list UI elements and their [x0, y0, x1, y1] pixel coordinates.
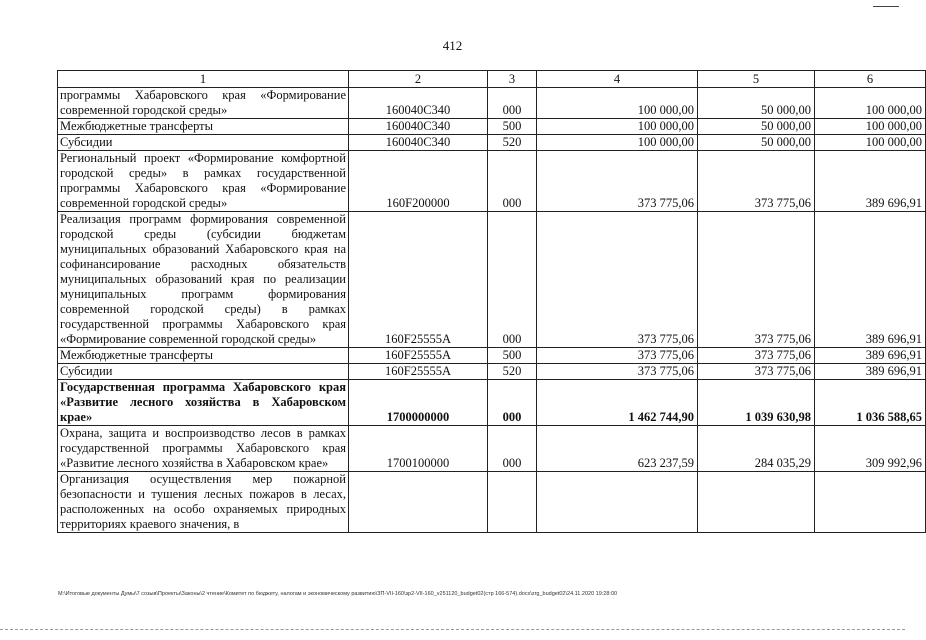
target-code-cell: 1700100000	[349, 426, 488, 472]
amount-2022-cell: 50 000,00	[698, 88, 815, 119]
amount-2023-cell: 1 036 588,65	[815, 380, 926, 426]
table-row	[58, 426, 926, 472]
amount-2023-cell: 389 696,91	[815, 151, 926, 212]
expense-type-cell: 000	[488, 88, 537, 119]
amount-2023-cell: 100 000,00	[815, 135, 926, 151]
table-row	[58, 380, 926, 426]
amount-2021-cell: 100 000,00	[537, 135, 698, 151]
table-row	[58, 348, 926, 364]
expense-type-cell: 520	[488, 135, 537, 151]
row-name-cell: Государственная программа Хабаровского края «Развитие лесного хозяйства в Хабаровском крае»	[58, 380, 349, 426]
amount-2022-cell: 50 000,00	[698, 119, 815, 135]
page-number: 412	[442, 38, 463, 53]
expense-type-cell	[488, 472, 537, 533]
amount-2023-cell: 389 696,91	[815, 212, 926, 348]
header-cell: 4	[537, 71, 698, 88]
expense-type-cell: 520	[488, 364, 537, 380]
amount-2021-cell: 100 000,00	[537, 88, 698, 119]
row-name-cell: Субсидии	[58, 364, 349, 380]
row-name-cell: Межбюджетные трансферты	[58, 348, 349, 364]
file-path-footer: M:\Итоговые документы Думы\7 созыв\Проекты\Законы\2 чтение\Комитет по бюджету, налогам и экономическому развитию\ЗП-VII-160\зр2-VII-160_v251120_budget02(стр 166-574).docx\zrg_budget02\24.11.2020 19:28:00	[58, 591, 618, 597]
target-code-cell: 160F25555A	[349, 212, 488, 348]
target-code-cell: 160040C340	[349, 119, 488, 135]
amount-2021-cell: 373 775,06	[537, 364, 698, 380]
amount-2023-cell: 309 992,96	[815, 426, 926, 472]
amount-2021-cell: 100 000,00	[537, 119, 698, 135]
amount-2022-cell: 284 035,29	[698, 426, 815, 472]
target-code-cell: 1700000000	[349, 380, 488, 426]
corner-line	[873, 6, 899, 7]
table-row	[58, 88, 926, 119]
page-edge-line	[0, 629, 905, 630]
amount-2023-cell: 100 000,00	[815, 119, 926, 135]
amount-2023-cell: 389 696,91	[815, 364, 926, 380]
amount-2021-cell: 373 775,06	[537, 348, 698, 364]
row-name-cell: Межбюджетные трансферты	[58, 119, 349, 135]
header-cell: 5	[698, 71, 815, 88]
expense-type-cell: 500	[488, 348, 537, 364]
expense-type-cell: 000	[488, 426, 537, 472]
table-row	[58, 135, 926, 151]
amount-2023-cell	[815, 472, 926, 533]
amount-2022-cell: 50 000,00	[698, 135, 815, 151]
amount-2021-cell: 1 462 744,90	[537, 380, 698, 426]
target-code-cell	[349, 472, 488, 533]
table-row	[58, 151, 926, 212]
row-name-cell: Субсидии	[58, 135, 349, 151]
row-name-cell: Региональный проект «Формирование комфортной городской среды» в рамках государственной программы Хабаровского края «Формирование современной городской среды»	[58, 151, 349, 212]
amount-2022-cell: 373 775,06	[698, 212, 815, 348]
amount-2022-cell: 373 775,06	[698, 364, 815, 380]
amount-2023-cell: 100 000,00	[815, 88, 926, 119]
target-code-cell: 160F25555A	[349, 364, 488, 380]
amount-2022-cell: 373 775,06	[698, 151, 815, 212]
table-row	[58, 212, 926, 348]
header-row	[58, 71, 926, 88]
target-code-cell: 160F200000	[349, 151, 488, 212]
amount-2022-cell	[698, 472, 815, 533]
target-code-cell: 160040C340	[349, 88, 488, 119]
expense-type-cell: 000	[488, 151, 537, 212]
target-code-cell: 160F25555A	[349, 348, 488, 364]
expense-type-cell: 000	[488, 212, 537, 348]
target-code-cell: 160040C340	[349, 135, 488, 151]
row-name-cell: Охрана, защита и воспроизводство лесов в рамках государственной программы Хабаровского края «Развитие лесного хозяйства в Хабаровском крае»	[58, 426, 349, 472]
budget-table	[57, 70, 926, 533]
row-name-cell: программы Хабаровского края «Формирование современной городской среды»	[58, 88, 349, 119]
amount-2021-cell	[537, 472, 698, 533]
row-name-cell: Организация осуществления мер пожарной безопасности и тушения лесных пожаров в лесах, расположенных на особо охраняемых природных территориях краевого значения, в	[58, 472, 349, 533]
amount-2021-cell: 373 775,06	[537, 212, 698, 348]
expense-type-cell: 000	[488, 380, 537, 426]
amount-2021-cell: 373 775,06	[537, 151, 698, 212]
table-row	[58, 472, 926, 533]
amount-2023-cell: 389 696,91	[815, 348, 926, 364]
amount-2022-cell: 1 039 630,98	[698, 380, 815, 426]
table-row	[58, 364, 926, 380]
header-cell: 1	[58, 71, 349, 88]
row-name-cell: Реализация программ формирования современной городской среды (субсидии бюджетам муниципальных образований Хабаровского края на софинансирование расходных обязательств муниципальных образований края по реализации муниципальных программ формирования современной городской среды) в рамках государственной программы Хабаровского края «Формирование современной городской среды»	[58, 212, 349, 348]
expense-type-cell: 500	[488, 119, 537, 135]
amount-2022-cell: 373 775,06	[698, 348, 815, 364]
amount-2021-cell: 623 237,59	[537, 426, 698, 472]
header-cell: 3	[488, 71, 537, 88]
header-cell: 6	[815, 71, 926, 88]
table-row	[58, 119, 926, 135]
header-cell: 2	[349, 71, 488, 88]
